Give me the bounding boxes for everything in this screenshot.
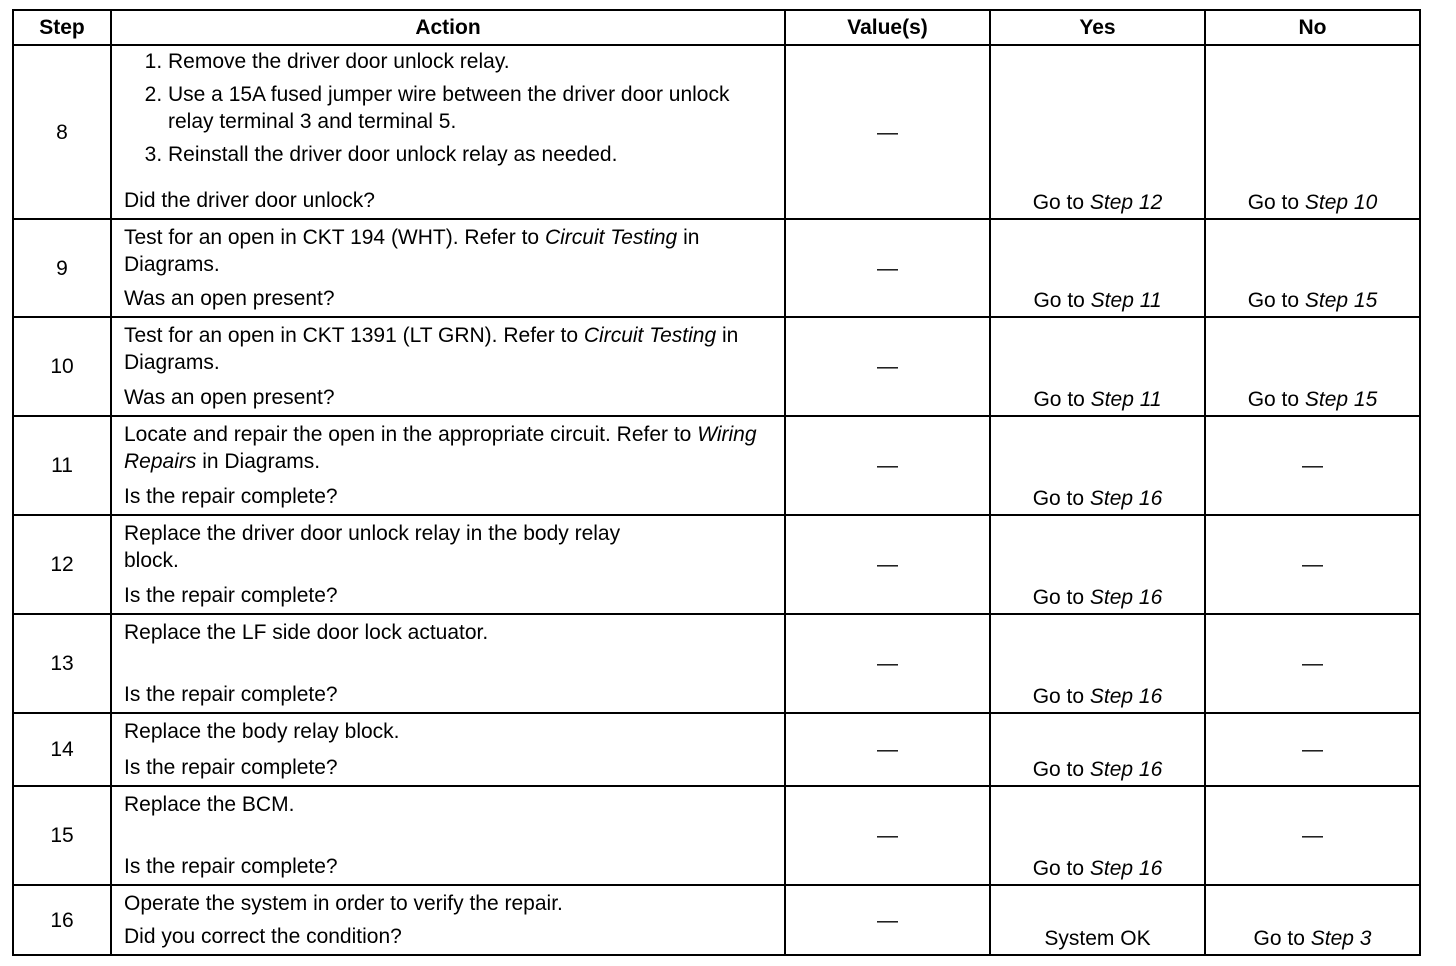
table-row — [13, 515, 1420, 614]
action-text-part: Test for an open in CKT 194 (WHT). Refer to — [124, 226, 545, 249]
header-row — [13, 10, 1420, 45]
question-text: Is the repair complete? — [124, 855, 338, 878]
step-number: 10 — [13, 317, 111, 416]
yes-prefix: Go to — [1032, 758, 1090, 781]
no-step-link[interactable]: Step 15 — [1304, 388, 1378, 411]
no-cell — [1205, 885, 1420, 955]
table-row — [13, 614, 1420, 713]
action-text: Replace the body relay block. — [124, 720, 400, 743]
no-cell: — — [1205, 416, 1420, 515]
header-values: Value(s) — [785, 10, 990, 45]
no-step-link[interactable]: Step 10 — [1304, 191, 1378, 214]
yes-prefix: Go to — [1032, 685, 1090, 708]
yes-cell — [990, 416, 1205, 515]
no-prefix: Go to — [1253, 927, 1311, 950]
yes-cell — [990, 45, 1205, 219]
yes-prefix: Go to — [1033, 289, 1091, 312]
yes-cell — [990, 614, 1205, 713]
step-number: 11 — [13, 416, 111, 515]
action-text: Replace the BCM. — [124, 793, 295, 816]
yes-cell — [990, 317, 1205, 416]
list-item: 2. Use a 15A fused jumper wire between the driver door unlock relay terminal 3 and terminal 5. — [168, 81, 774, 135]
header-step: Step — [13, 10, 111, 45]
action-text-part: in Diagrams. — [124, 324, 739, 374]
yes-prefix: Go to — [1033, 388, 1091, 411]
action-text — [124, 224, 774, 278]
no-step-link[interactable]: Step 3 — [1310, 927, 1372, 950]
question-text: Is the repair complete? — [124, 683, 338, 706]
action-text-part: Test for an open in CKT 1391 (LT GRN). Refer to — [124, 324, 584, 347]
question-text: Is the repair complete? — [124, 756, 338, 779]
action-text: Replace the LF side door lock actuator. — [124, 621, 489, 644]
question-text: Was an open present? — [124, 386, 335, 409]
action-cell — [111, 786, 785, 885]
question-text: Is the repair complete? — [124, 485, 338, 508]
action-cell — [111, 614, 785, 713]
table-row — [13, 45, 1420, 219]
action-text: Replace the driver door unlock relay in the body relay block. — [124, 522, 621, 572]
yes-prefix: Go to — [1032, 487, 1090, 510]
action-cell — [111, 317, 785, 416]
value-cell: — — [785, 515, 990, 614]
table-row — [13, 786, 1420, 885]
yes-cell — [990, 515, 1205, 614]
step-number: 8 — [13, 45, 111, 219]
yes-step-link[interactable]: Step 16 — [1089, 857, 1163, 880]
list-item: 1. Remove the driver door unlock relay. — [168, 48, 774, 75]
no-prefix: Go to — [1247, 191, 1305, 214]
reference-link[interactable]: Wiring Repairs — [124, 423, 757, 473]
no-cell — [1205, 219, 1420, 317]
value-cell: — — [785, 45, 990, 219]
yes-cell — [990, 713, 1205, 786]
step-number: 13 — [13, 614, 111, 713]
yes-cell: System OK — [990, 885, 1205, 955]
step-number: 9 — [13, 219, 111, 317]
yes-step-link[interactable]: Step 11 — [1090, 388, 1162, 411]
question-text: Did you correct the condition? — [124, 925, 402, 948]
value-cell: — — [785, 786, 990, 885]
action-text-part: Locate and repair the open in the appropriate circuit. Refer to — [124, 423, 698, 446]
yes-step-link[interactable]: Step 16 — [1089, 487, 1163, 510]
reference-link[interactable]: Circuit Testing — [544, 226, 678, 249]
header-action: Action — [111, 10, 785, 45]
action-text-part: in Diagrams. — [124, 226, 700, 276]
no-step-link[interactable]: Step 15 — [1304, 289, 1378, 312]
no-cell: — — [1205, 515, 1420, 614]
table-row — [13, 885, 1420, 955]
header-no: No — [1205, 10, 1420, 45]
no-prefix: Go to — [1247, 289, 1305, 312]
yes-step-link[interactable]: Step 12 — [1089, 191, 1163, 214]
value-cell: — — [785, 614, 990, 713]
yes-prefix: Go to — [1032, 191, 1090, 214]
action-cell — [111, 885, 785, 955]
no-cell — [1205, 317, 1420, 416]
action-cell — [111, 45, 785, 219]
action-text — [124, 322, 774, 376]
yes-prefix: Go to — [1032, 857, 1090, 880]
no-cell: — — [1205, 786, 1420, 885]
no-cell: — — [1205, 614, 1420, 713]
step-number: 14 — [13, 713, 111, 786]
table-row — [13, 416, 1420, 515]
value-cell: — — [785, 219, 990, 317]
action-cell — [111, 515, 785, 614]
value-cell: — — [785, 885, 990, 955]
yes-step-link[interactable]: Step 11 — [1090, 289, 1162, 312]
no-cell — [1205, 45, 1420, 219]
yes-step-link[interactable]: Step 16 — [1089, 586, 1163, 609]
yes-cell — [990, 219, 1205, 317]
action-text — [124, 421, 774, 475]
action-cell — [111, 713, 785, 786]
table-row — [13, 713, 1420, 786]
reference-link[interactable]: Circuit Testing — [583, 324, 717, 347]
no-prefix: Go to — [1247, 388, 1305, 411]
action-text: Operate the system in order to verify the repair. — [124, 892, 563, 915]
header-yes: Yes — [990, 10, 1205, 45]
step-number: 15 — [13, 786, 111, 885]
action-cell — [111, 219, 785, 317]
question-text: Did the driver door unlock? — [124, 189, 375, 212]
action-cell — [111, 416, 785, 515]
table-row — [13, 219, 1420, 317]
no-cell: — — [1205, 713, 1420, 786]
yes-step-link[interactable]: Step 16 — [1089, 685, 1163, 708]
yes-step-link[interactable]: Step 16 — [1089, 758, 1163, 781]
table-row — [13, 317, 1420, 416]
action-text-part: in Diagrams. — [196, 450, 321, 473]
diagnostic-table — [12, 9, 1421, 956]
list-item: 3. Reinstall the driver door unlock relay as needed. — [168, 141, 774, 168]
step-number: 16 — [13, 885, 111, 955]
step-number: 12 — [13, 515, 111, 614]
value-cell: — — [785, 416, 990, 515]
question-text: Is the repair complete? — [124, 584, 338, 607]
value-cell: — — [785, 713, 990, 786]
question-text: Was an open present? — [124, 287, 335, 310]
yes-prefix: Go to — [1032, 586, 1090, 609]
value-cell: — — [785, 317, 990, 416]
action-list — [124, 48, 774, 174]
yes-cell — [990, 786, 1205, 885]
